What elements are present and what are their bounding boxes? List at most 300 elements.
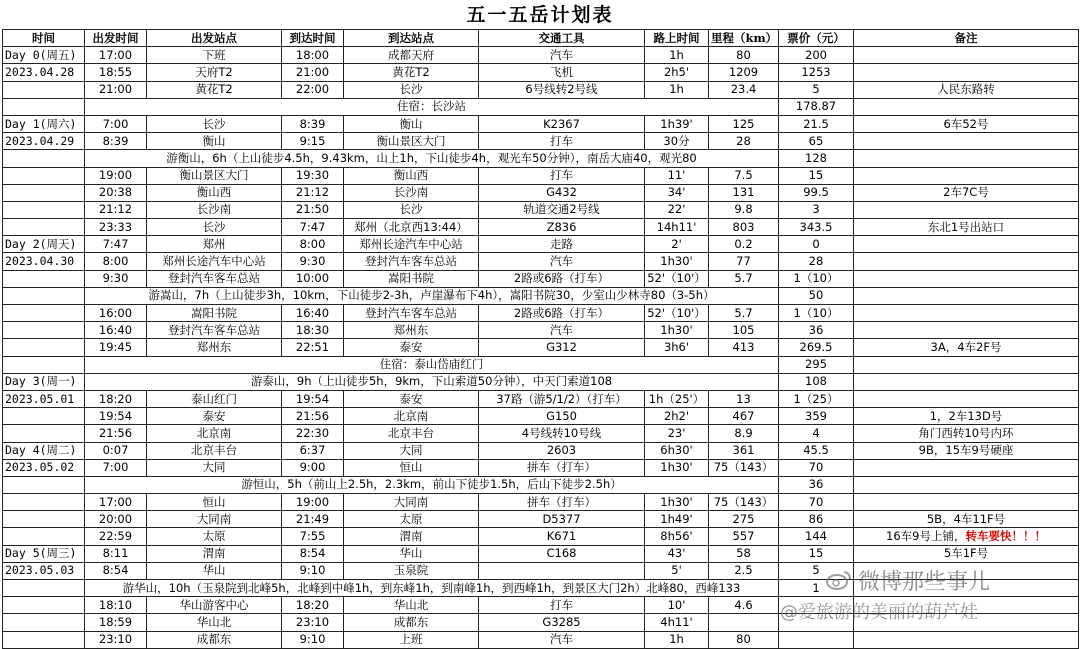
table-cell: 1h [645, 47, 709, 64]
table-row [3, 494, 1079, 511]
table-cell: 16:40 [282, 305, 344, 322]
table-cell: 21:56 [85, 425, 147, 442]
table-cell: 1（25） [779, 390, 854, 407]
price-cell: 108 [779, 373, 854, 390]
table-cell: 汽车 [479, 631, 645, 648]
table-row [3, 425, 1079, 442]
date-cell [3, 98, 85, 115]
table-cell: 登封汽车客车总站 [344, 253, 479, 270]
table-cell: 16:00 [85, 305, 147, 322]
table-cell: 8.9 [709, 425, 779, 442]
table-cell: 9:30 [282, 253, 344, 270]
note-cell [854, 476, 1079, 493]
date-cell [3, 219, 85, 236]
table-cell: 1h（25'） [645, 390, 709, 407]
table-cell: 18:20 [85, 390, 147, 407]
table-cell: 65 [779, 133, 854, 150]
table-cell: 34' [645, 184, 709, 201]
table-cell: 7:47 [85, 236, 147, 253]
date-cell: Day 1(周六) [3, 115, 85, 132]
date-cell [3, 339, 85, 356]
table-cell: 0.2 [709, 236, 779, 253]
table-row [3, 253, 1079, 270]
table-cell: 4h11' [645, 614, 709, 631]
table-row [3, 528, 1079, 545]
summary-row [3, 287, 1079, 304]
table-cell: 18:30 [282, 322, 344, 339]
table-cell: 华山 [344, 545, 479, 562]
table-cell: G150 [479, 408, 645, 425]
note-cell: 5B，4车11F号 [854, 511, 1079, 528]
table-cell: 2603 [479, 442, 645, 459]
table-cell: 86 [779, 511, 854, 528]
table-row [3, 184, 1079, 201]
table-cell: 18:55 [85, 64, 147, 81]
table-cell: Z836 [479, 219, 645, 236]
table-cell: 75（143） [709, 494, 779, 511]
date-cell: 2023.04.30 [3, 253, 85, 270]
table-cell: 郑州 [147, 236, 282, 253]
table-cell: 8:39 [282, 115, 344, 132]
date-cell: 2023.04.28 [3, 64, 85, 81]
table-cell: 成都东 [147, 631, 282, 648]
table-cell: 413 [709, 339, 779, 356]
table-cell: 343.5 [779, 219, 854, 236]
table-cell: 长沙南 [147, 201, 282, 218]
table-cell: 2h5' [645, 64, 709, 81]
table-cell: 9:10 [282, 562, 344, 579]
note-cell [854, 305, 1079, 322]
table-cell: 23.4 [709, 81, 779, 98]
table-cell: 23:10 [282, 614, 344, 631]
note-cell [854, 167, 1079, 184]
note-cell: 3A，4车2F号 [854, 339, 1079, 356]
date-cell [3, 528, 85, 545]
watermark-brand-text: 微博那些事儿 [858, 569, 991, 595]
table-cell: 汽车 [479, 322, 645, 339]
watermark-brand [826, 564, 1076, 596]
table-cell: 北京丰台 [344, 425, 479, 442]
price-cell: 36 [779, 476, 854, 493]
date-cell [3, 425, 85, 442]
table-cell: C168 [479, 545, 645, 562]
table-cell: 8:39 [85, 133, 147, 150]
table-row [3, 390, 1079, 407]
table-row [3, 133, 1079, 150]
table-cell: 30分 [645, 133, 709, 150]
column-header: 出发站点 [147, 30, 282, 47]
date-cell [3, 167, 85, 184]
table-cell: G312 [479, 339, 645, 356]
table-cell: 郑州东 [147, 339, 282, 356]
date-cell [3, 511, 85, 528]
column-header: 出发时间 [85, 30, 147, 47]
table-row [3, 47, 1079, 64]
note-cell [854, 253, 1079, 270]
table-cell: 拼车（打车） [479, 459, 645, 476]
note-cell [854, 390, 1079, 407]
summary-text: 游恒山，5h（前山上2.5h，2.3km，前山下徒步1.5h，后山下徒步2.5h） [85, 476, 779, 493]
table-cell: 14h11' [645, 219, 709, 236]
table-cell: 7:00 [85, 115, 147, 132]
date-cell [3, 150, 85, 167]
table-row [3, 201, 1079, 218]
table-row [3, 115, 1079, 132]
table-cell: 登封汽车客车总站 [147, 322, 282, 339]
table-cell: 1h [645, 631, 709, 648]
table-cell: 4.6 [709, 597, 779, 614]
table-cell: 7.5 [709, 167, 779, 184]
summary-text: 游华山，10h（玉泉院到北峰5h，北峰到中峰1h，到东峰1h，到南峰1h，到西峰1h，到景区大门2h）北峰80，西峰133 [85, 580, 779, 597]
table-cell: 泰安 [147, 408, 282, 425]
table-cell: 5' [645, 562, 709, 579]
table-cell: 衡山 [344, 115, 479, 132]
date-cell: Day 0(周五) [3, 47, 85, 64]
note-cell [854, 236, 1079, 253]
table-cell: 10' [645, 597, 709, 614]
table-cell: 17:00 [85, 47, 147, 64]
table-cell: 1h [645, 81, 709, 98]
table-cell: 75（143） [709, 459, 779, 476]
table-cell: 1h30' [645, 253, 709, 270]
note-cell: 6车52号 [854, 115, 1079, 132]
table-row [3, 236, 1079, 253]
table-cell: 黄花T2 [344, 64, 479, 81]
table-cell: 20:38 [85, 184, 147, 201]
date-cell [3, 631, 85, 648]
date-cell: 2023.04.29 [3, 133, 85, 150]
sheet-title: 五一五岳计划表 [466, 4, 614, 26]
table-cell: 21:56 [282, 408, 344, 425]
table-cell: 52'（10'） [645, 270, 709, 287]
table-cell: 17:00 [85, 494, 147, 511]
table-cell: 58 [709, 545, 779, 562]
table-cell: 华山北 [344, 597, 479, 614]
table-cell: 黄花T2 [147, 81, 282, 98]
date-cell [3, 184, 85, 201]
table-cell: 北京南 [344, 408, 479, 425]
table-cell: 恒山 [147, 494, 282, 511]
table-cell: 6号线转2号线 [479, 81, 645, 98]
note-cell [854, 201, 1079, 218]
table-cell: 19:30 [282, 167, 344, 184]
note-cell: 角门西转10号内环 [854, 425, 1079, 442]
table-cell: 21:12 [282, 184, 344, 201]
table-cell: 19:00 [282, 494, 344, 511]
table-cell: 郑州长途汽车中心站 [344, 236, 479, 253]
date-cell [3, 201, 85, 218]
date-cell [3, 287, 85, 304]
table-cell: 131 [709, 184, 779, 201]
table-cell: 21:00 [282, 64, 344, 81]
table-cell: 15 [779, 167, 854, 184]
table-cell: 105 [709, 322, 779, 339]
note-cell: 东北1号出站口 [854, 219, 1079, 236]
date-cell [3, 614, 85, 631]
table-cell: 52'（10'） [645, 305, 709, 322]
table-cell: 郑州长途汽车中心站 [147, 253, 282, 270]
table-cell: 28 [779, 253, 854, 270]
table-cell: 8:54 [282, 545, 344, 562]
table-cell: K671 [479, 528, 645, 545]
table-cell: 21:50 [282, 201, 344, 218]
note-cell [854, 494, 1079, 511]
table-cell: 5 [779, 81, 854, 98]
table-cell: 0:07 [85, 442, 147, 459]
table-cell: 恒山 [344, 459, 479, 476]
table-cell: 9.8 [709, 201, 779, 218]
table-cell: 玉泉院 [344, 562, 479, 579]
table-cell [709, 614, 779, 631]
price-cell: 128 [779, 150, 854, 167]
price-cell: 50 [779, 287, 854, 304]
summary-row [3, 98, 1079, 115]
table-cell: 43' [645, 545, 709, 562]
date-cell [3, 494, 85, 511]
table-cell: 大同 [344, 442, 479, 459]
table-cell: 衡山景区大门 [344, 133, 479, 150]
table-cell: 5 [779, 562, 854, 579]
note-cell [854, 98, 1079, 115]
date-cell: 2023.05.02 [3, 459, 85, 476]
note-cell [854, 322, 1079, 339]
table-cell: 2路或6路（打车） [479, 305, 645, 322]
note-cell: 2车7C号 [854, 184, 1079, 201]
table-cell: 长沙 [344, 81, 479, 98]
table-cell: 21:00 [85, 81, 147, 98]
table-cell: 太原 [344, 511, 479, 528]
table-cell: 2路或6路（打车） [479, 270, 645, 287]
table-row [3, 408, 1079, 425]
table-cell: 泰安 [344, 390, 479, 407]
table-cell: 5.7 [709, 305, 779, 322]
table-row [3, 322, 1079, 339]
table-cell: 2h2' [645, 408, 709, 425]
table-cell: 大同南 [344, 494, 479, 511]
table-cell: 2' [645, 236, 709, 253]
plan-table [2, 29, 1079, 649]
table-cell: 下班 [147, 47, 282, 64]
date-cell: Day 4(周二) [3, 442, 85, 459]
table-cell: 大同 [147, 459, 282, 476]
table-cell: 125 [709, 115, 779, 132]
table-cell [779, 631, 854, 648]
table-cell: 1h30' [645, 494, 709, 511]
table-cell: 1h49' [645, 511, 709, 528]
table-cell: 8:00 [282, 236, 344, 253]
table-row [3, 219, 1079, 236]
table-cell: D5377 [479, 511, 645, 528]
table-cell: 8:00 [85, 253, 147, 270]
table-cell: 嵩阳书院 [344, 270, 479, 287]
table-cell: 长沙 [147, 115, 282, 132]
table-cell: 7:55 [282, 528, 344, 545]
table-cell: 打车 [479, 167, 645, 184]
table-cell: 5.7 [709, 270, 779, 287]
summary-text: 游嵩山，7h（上山徒步3h，10km，下山徒步2-3h，卢崖瀑布下4h），嵩阳书院30，少室山少林寺80（3-5h） [85, 287, 779, 304]
table-cell: K2367 [479, 115, 645, 132]
table-cell: 22:59 [85, 528, 147, 545]
price-cell: 1 [779, 580, 854, 597]
table-cell: 11' [645, 167, 709, 184]
table-cell: 37路（游5/1/2）（打车） [479, 390, 645, 407]
table-cell: 渭南 [147, 545, 282, 562]
table-cell: 10:00 [282, 270, 344, 287]
table-row [3, 442, 1079, 459]
date-cell [3, 408, 85, 425]
table-cell: 9:30 [85, 270, 147, 287]
table-cell: 上班 [344, 631, 479, 648]
column-header: 里程（km） [709, 30, 779, 47]
table-cell: 太原 [147, 528, 282, 545]
column-header: 到达时间 [282, 30, 344, 47]
table-cell: 22' [645, 201, 709, 218]
table-row [3, 511, 1079, 528]
table-cell: 1h30' [645, 322, 709, 339]
table-row [3, 167, 1079, 184]
watermark-author: @爱旅游的美丽的葫芦娃 [780, 602, 978, 623]
price-cell: 178.87 [779, 98, 854, 115]
note-cell: 9B，15车9号硬座 [854, 442, 1079, 459]
table-cell: 8:54 [85, 562, 147, 579]
date-cell [3, 305, 85, 322]
table-cell: 打车 [479, 133, 645, 150]
table-cell: 4号线转10号线 [479, 425, 645, 442]
summary-row [3, 150, 1079, 167]
table-cell: 28 [709, 133, 779, 150]
table-cell: 9:00 [282, 459, 344, 476]
note-text: 16车9号上铺， [886, 529, 966, 544]
summary-text: 游泰山，9h（上山徒步5h，9km，下山索道50分钟），中天门索道108 [85, 373, 779, 390]
column-header: 路上时间 [645, 30, 709, 47]
table-cell: 80 [709, 47, 779, 64]
table-row [3, 545, 1079, 562]
table-cell: G432 [479, 184, 645, 201]
table-cell: 8h56' [645, 528, 709, 545]
plan-body [3, 47, 1079, 649]
table-cell: 19:54 [282, 390, 344, 407]
table-cell: 嵩阳书院 [147, 305, 282, 322]
table-cell: 大同南 [147, 511, 282, 528]
table-cell: 359 [779, 408, 854, 425]
table-cell: 拼车（打车） [479, 494, 645, 511]
header-row [3, 30, 1079, 47]
table-cell: 6:37 [282, 442, 344, 459]
table-cell: 200 [779, 47, 854, 64]
table-cell: 登封汽车客车总站 [147, 270, 282, 287]
note-alert-text: 转车要快！！！ [965, 529, 1046, 544]
table-cell: 郑州东 [344, 322, 479, 339]
note-cell: 1，2车13D号 [854, 408, 1079, 425]
table-cell: 1（10） [779, 270, 854, 287]
column-header: 备注 [854, 30, 1079, 47]
table-cell: 99.5 [779, 184, 854, 201]
table-cell: 汽车 [479, 47, 645, 64]
table-cell: 9:10 [282, 631, 344, 648]
column-header: 票价（元） [779, 30, 854, 47]
table-cell: 80 [709, 631, 779, 648]
table-cell: 1h30' [645, 459, 709, 476]
table-cell: 15 [779, 545, 854, 562]
table-row [3, 631, 1079, 648]
table-cell: 8:11 [85, 545, 147, 562]
table-cell: 华山北 [147, 614, 282, 631]
date-cell: 2023.05.03 [3, 562, 85, 579]
table-cell: 长沙 [147, 219, 282, 236]
summary-text: 住宿：泰山岱庙红门 [85, 356, 779, 373]
table-cell: 北京南 [147, 425, 282, 442]
table-cell: 19:54 [85, 408, 147, 425]
note-cell [854, 287, 1079, 304]
summary-row [3, 476, 1079, 493]
date-cell [3, 322, 85, 339]
table-cell: 1（10） [779, 305, 854, 322]
table-cell: 18:20 [282, 597, 344, 614]
table-cell: 22:00 [282, 81, 344, 98]
column-header: 交通工具 [479, 30, 645, 47]
table-cell: 144 [779, 528, 854, 545]
table-cell: 衡山西 [147, 184, 282, 201]
table-cell: 22:51 [282, 339, 344, 356]
table-cell: 天府T2 [147, 64, 282, 81]
table-cell: 7:47 [282, 219, 344, 236]
table-cell: 北京丰台 [147, 442, 282, 459]
table-cell: 1209 [709, 64, 779, 81]
table-cell: 泰安 [344, 339, 479, 356]
note-cell [854, 356, 1079, 373]
table-cell: 衡山景区大门 [147, 167, 282, 184]
summary-text: 游衡山，6h（上山徒步4.5h，9.43km，山上1h，下山徒步4h，观光车50分钟），南岳大庙40，观光80 [85, 150, 779, 167]
table-cell: 汽车 [479, 253, 645, 270]
table-cell: 7:00 [85, 459, 147, 476]
date-cell [3, 270, 85, 287]
date-cell: 2023.05.01 [3, 390, 85, 407]
table-cell: 轨道交通2号线 [479, 201, 645, 218]
table-cell: 36 [779, 322, 854, 339]
note-cell [854, 373, 1079, 390]
table-row [3, 270, 1079, 287]
note-cell [854, 528, 1079, 545]
date-cell: Day 5(周三) [3, 545, 85, 562]
note-cell: 人民东路转 [854, 81, 1079, 98]
table-cell: 77 [709, 253, 779, 270]
table-cell: 557 [709, 528, 779, 545]
table-cell: 成都东 [344, 614, 479, 631]
table-cell: 23:10 [85, 631, 147, 648]
table-cell: 泰山红门 [147, 390, 282, 407]
table-row [3, 305, 1079, 322]
weibo-icon [826, 569, 852, 591]
table-cell: 19:45 [85, 339, 147, 356]
table-cell: G3285 [479, 614, 645, 631]
table-cell: 登封汽车客车总站 [344, 305, 479, 322]
table-cell: 走路 [479, 236, 645, 253]
table-cell: 23' [645, 425, 709, 442]
summary-row [3, 373, 1079, 390]
table-cell: 长沙 [344, 201, 479, 218]
note-cell [854, 631, 1079, 648]
column-header: 到达站点 [344, 30, 479, 47]
table-cell: 18:10 [85, 597, 147, 614]
table-cell: 打车 [479, 597, 645, 614]
date-cell: Day 2(周天) [3, 236, 85, 253]
table-cell: 467 [709, 408, 779, 425]
table-cell: 3h6' [645, 339, 709, 356]
price-cell: 295 [779, 356, 854, 373]
table-cell: 20:00 [85, 511, 147, 528]
note-cell [854, 133, 1079, 150]
column-header: 时间 [3, 30, 85, 47]
